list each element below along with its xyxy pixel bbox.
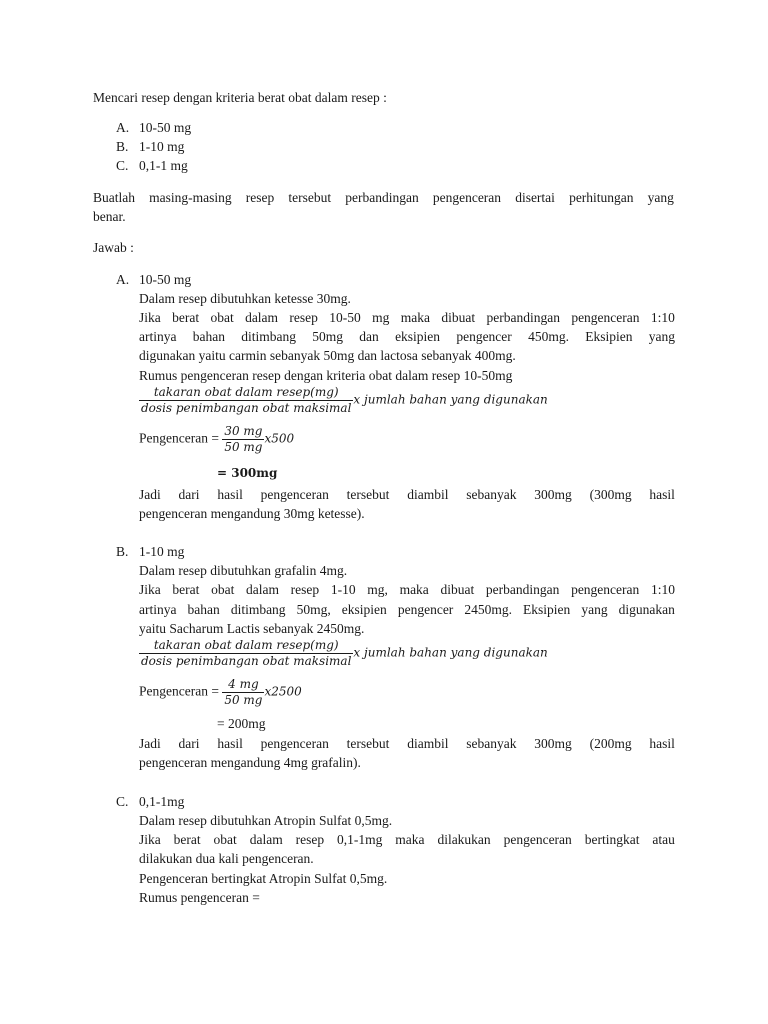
word: digunakan [618,602,675,617]
word: yang [581,602,608,617]
calc-label: Pengenceran = [139,683,223,699]
calc-numerator: 30 mg [224,424,263,438]
word: mg [372,310,390,325]
word: tersebut [346,736,390,751]
section-c-heading [116,792,184,811]
word: 300mg [534,736,572,751]
formula-denominator: dosis penimbangan obat maksimal [141,654,352,668]
word: 1:10 [650,310,675,325]
word: Buatlah [93,190,135,205]
word: 0,1-1mg [337,832,383,847]
formula-fraction [139,638,353,669]
word: hasil [649,487,675,502]
word: tersebut [288,190,332,205]
section-a-line-3 [139,327,675,346]
word: maka [400,310,430,325]
calc-label: Pengenceran = [139,430,223,446]
word: pengenceran [260,736,329,751]
section-b-result: = 200mg [217,716,266,731]
word: dibuat [440,582,475,597]
formula-fraction [139,385,353,416]
word: perbandingan [345,190,419,205]
word: bahan [192,329,225,344]
word: resep [245,190,275,205]
criteria-item-a [116,118,191,137]
word: berat [172,582,200,597]
section-b-conclusion-1 [139,734,675,753]
word: hasil [217,736,243,751]
word: berat [173,832,201,847]
calc-denominator: 50 mg [224,693,263,707]
calc-fraction [222,424,264,455]
word: Eksipien [523,602,571,617]
formula-denominator: dosis penimbangan obat maksimal [141,401,352,415]
word: 50mg, [296,602,331,617]
section-a-heading [116,270,191,289]
word: artinya [139,329,177,344]
word: maka [399,582,429,597]
word: Jika [139,582,161,597]
word: yang [648,329,675,344]
word: disertai [515,190,555,205]
word: hasil [649,736,675,751]
word: pengenceran [503,832,572,847]
criteria-text: 1-10 mg [139,139,185,154]
word: (200mg [589,736,632,751]
word: perbandingan [486,310,560,325]
formula-numerator: takaran obat dalam resep(mg) [153,385,339,399]
section-a-line-2 [139,308,675,327]
word: masing-masing [149,190,232,205]
word: diambil [407,487,449,502]
section-c-line-1: Dalam resep dibutuhkan Atropin Sulfat 0,5mg. [139,813,393,828]
word: dalam [246,582,279,597]
word: dibuat [441,310,476,325]
word: mg, [367,582,388,597]
answer-label: Jawab : [93,240,134,255]
section-title: 10-50 mg [139,272,192,287]
section-a-conclusion-1 [139,485,675,504]
word: 50mg [312,329,344,344]
section-b-line-4: yaitu Sacharum Lactis sebanyak 2450mg. [139,621,365,636]
word: dalam [249,832,283,847]
word: resep [289,310,318,325]
calc-multiplier: x2500 [264,684,302,699]
word: 450mg. [528,329,569,344]
calc-result: = 300mg [217,466,278,480]
word: sebanyak [466,487,517,502]
criteria-text: 0,1-1 mg [139,158,188,173]
list-marker: C. [116,794,129,809]
word: atau [652,832,675,847]
word: yang [647,190,674,205]
word: 10-50 [329,310,361,325]
word: obat [210,310,234,325]
word: resep [290,582,320,597]
calc-numerator: 4 mg [228,677,259,691]
word: resep [295,832,325,847]
section-a-conclusion-2: pengenceran mengandung 30mg ketesse). [139,506,365,521]
word: 2450mg. [464,602,512,617]
criteria-text: 10-50 mg [139,120,192,135]
word: pengencer [456,329,512,344]
criteria-item-b [116,137,184,156]
word: pengenceran [571,582,640,597]
word: (300mg [589,487,632,502]
list-marker: A. [116,272,130,287]
list-marker: C. [116,158,129,173]
section-b-conclusion-2: pengenceran mengandung 4mg grafalin). [139,755,361,770]
word: berat [172,310,200,325]
word: dalam [245,310,279,325]
formula-suffix: x jumlah bahan yang digunakan [353,392,548,407]
section-c-line-4: Pengenceran bertingkat Atropin Sulfat 0,5mg. [139,871,388,886]
formula-numerator: takaran obat dalam resep(mg) [153,638,339,652]
section-c-line-5: Rumus pengenceran = [139,890,260,905]
section-title: 1-10 mg [139,544,185,559]
word: Jadi [139,487,161,502]
section-c-line-2 [139,830,675,849]
word: sebanyak [466,736,517,751]
section-b-line-1: Dalam resep dibutuhkan grafalin 4mg. [139,563,348,578]
section-a-result [217,463,277,483]
word: diambil [407,736,449,751]
word: bertingkat [584,832,640,847]
criteria-item-c [116,156,188,175]
word: dari [178,736,200,751]
task-line-2: benar. [93,209,126,224]
word: obat [211,582,235,597]
word: tersebut [346,487,390,502]
word: maka [395,832,425,847]
word: hasil [217,487,243,502]
word: dan [359,329,379,344]
section-b-heading [116,542,184,561]
word: dilakukan [437,832,491,847]
word: Jika [139,310,161,325]
word: Jika [139,832,161,847]
section-b-formula [139,638,548,669]
word: bahan [187,602,220,617]
word: eksipien [395,329,441,344]
section-a-line-5: Rumus pengenceran resep dengan kriteria obat dalam resep 10-50mg [139,368,513,383]
word: pengenceran [260,487,329,502]
word: perbandingan [485,582,560,597]
word: obat [213,832,237,847]
word: pengenceran [432,190,502,205]
word: eksipien [341,602,387,617]
section-c-line-3: dilakukan dua kali pengenceran. [139,851,314,866]
word: pengenceran [571,310,640,325]
section-b-line-2 [139,580,675,599]
word: pengencer [397,602,454,617]
word: ditimbang [230,602,286,617]
word: Eksipien [585,329,633,344]
word: dari [178,487,200,502]
list-marker: B. [116,139,129,154]
word: artinya [139,602,177,617]
section-b-calc [139,677,302,708]
word: 1:10 [650,582,675,597]
list-marker: A. [116,120,130,135]
calc-fraction [222,677,264,708]
calc-multiplier: x500 [264,431,295,446]
word: Jadi [139,736,161,751]
section-a-calc [139,424,294,455]
word: 1-10 [330,582,356,597]
section-b-line-3 [139,600,675,619]
word: ditimbang [241,329,296,344]
list-marker: B. [116,544,129,559]
calc-denominator: 50 mg [224,440,263,454]
task-line-1 [93,188,674,207]
section-a-line-4: digunakan yaitu carmin sebanyak 50mg dan lactosa sebanyak 400mg. [139,348,516,363]
word: 300mg [534,487,572,502]
section-title: 0,1-1mg [139,794,185,809]
section-a-formula [139,385,548,416]
word: perhitungan [569,190,634,205]
formula-suffix: x jumlah bahan yang digunakan [353,645,548,660]
intro-text: Mencari resep dengan kriteria berat obat dalam resep : [93,90,387,105]
section-a-line-1: Dalam resep dibutuhkan ketesse 30mg. [139,291,351,306]
